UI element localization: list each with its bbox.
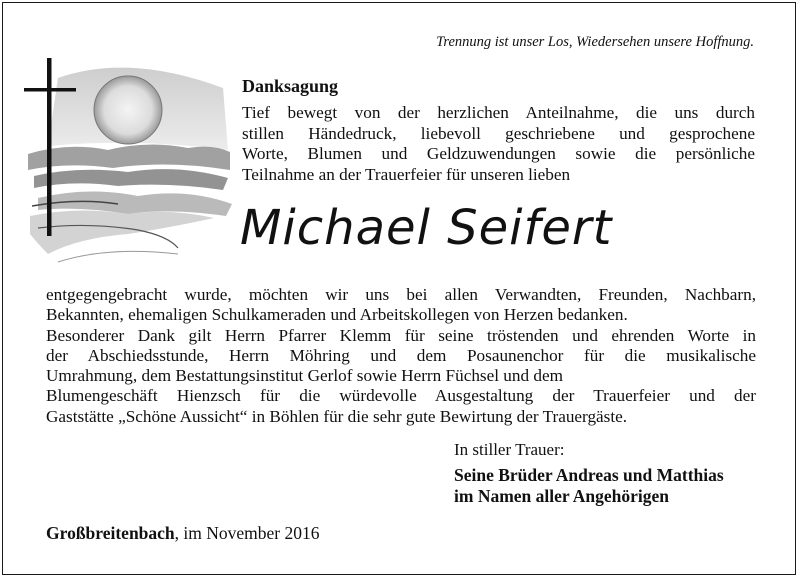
heading: Danksagung <box>242 76 339 96</box>
place-date <box>46 523 320 544</box>
body-line: der Abschiedsstunde, Herrn Möhring und dem Posaunenchor für die musikalische <box>46 345 756 365</box>
landscape-illustration <box>18 58 236 270</box>
place-name: Großbreitenbach <box>46 523 175 543</box>
deceased-name: Michael Seifert <box>240 200 613 256</box>
body-line: Umrahmung, dem Bestattungsinstitut Gerlof sowie Herrn Füchsel und dem <box>46 366 563 386</box>
signers <box>454 465 724 507</box>
signer-line: im Namen aller Angehörigen <box>454 486 670 506</box>
motto: Trennung ist unser Los, Wiedersehen unsere Hoffnung. <box>436 34 754 50</box>
body-line: entgegengebracht wurde, möchten wir uns bei allen Verwandten, Freunden, Nachbarn, <box>46 285 756 304</box>
body-line: Besonderer Dank gilt Herrn Pfarrer Klemm für seine tröstenden und ehrenden Worte in <box>46 325 756 345</box>
intro-line: stillen Händedruck, liebevoll geschriebene und gesprochene <box>242 123 755 143</box>
mourning-label: In stiller Trauer: <box>454 440 565 459</box>
intro-line: Tief bewegt von der herzlichen Anteilnahme, die uns durch <box>242 103 755 122</box>
intro-paragraph <box>242 103 755 185</box>
sun-icon <box>94 76 162 144</box>
body-line: Blumengeschäft Hienzsch für die würdevolle Ausgestaltung der Trauerfeier und der <box>46 386 756 406</box>
body-line: Bekannten, ehemaligen Schulkameraden und Arbeitskollegen von Herzen bedanken. <box>46 305 628 325</box>
date-text: , im November 2016 <box>174 523 320 543</box>
signer-line: Seine Brüder Andreas und Matthias <box>454 465 724 485</box>
intro-line: Teilnahme an der Trauerfeier für unseren lieben <box>242 164 571 184</box>
body-line: Gaststätte „Schöne Aussicht“ in Böhlen für die sehr gute Bewirtung der Trauergäste. <box>46 406 628 426</box>
intro-line: Worte, Blumen und Geldzuwendungen sowie die persönliche <box>242 144 755 164</box>
body-paragraph <box>46 285 756 427</box>
